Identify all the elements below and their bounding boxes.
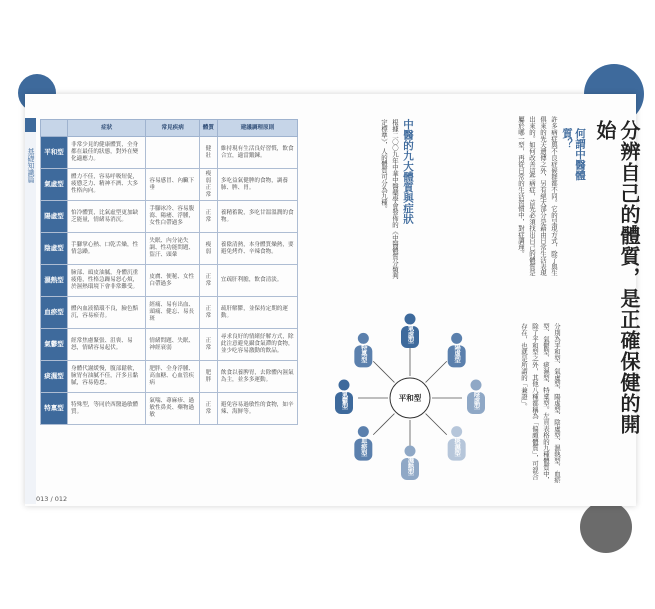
person-icon	[358, 426, 369, 437]
body-cell: 瘦弱正常	[199, 169, 217, 201]
paragraph: 許多病症與不良症候群都不同。它的呈現方式，除了與生俱來的先天遺傳之外，另有絕大部分是藉由日常生活表現出來的。如何改善這些病症，首先必須找出自己的體質是屬於哪一型，再從日常的生活習慣中，對症調理。	[517, 116, 558, 276]
body-cell: 瘦弱	[199, 233, 217, 265]
table-row	[41, 329, 298, 361]
advice-cell: 養精蓄銳，多吃甘溫溫潤的食物。	[217, 201, 297, 233]
type-cell: 特稟型	[41, 393, 68, 425]
diagram-connector	[373, 361, 394, 382]
diagram-node	[354, 333, 372, 368]
advice-cell: 宜疏肝利膽，飲食清淡。	[217, 265, 297, 297]
symptom-cell: 怕冷體質，比氣虛型更加缺乏能量，情緒易消沉。	[68, 201, 146, 233]
advice-cell: 維持現有生活良好習慣，飲食合宜，適當鍛鍊。	[217, 137, 297, 169]
symptom-cell: 臉部、頭皮油膩，身體沉重疲倦，性格急躁易怒心煩，於濕熱環境下會非常難受。	[68, 265, 146, 297]
diagram-node-label: 濕熱型	[406, 456, 414, 476]
table-row	[41, 297, 298, 329]
person-icon	[471, 380, 482, 391]
table-row	[41, 233, 298, 265]
diagram-node-label: 氣虛型	[406, 324, 414, 344]
diagram-connector	[426, 414, 447, 435]
diagram-connector	[426, 361, 447, 382]
table-header: 體質	[199, 120, 217, 137]
table-row	[41, 361, 298, 393]
disease-cell: 皮膚、便秘、女性白帶過多	[146, 265, 200, 297]
diagram-node	[335, 380, 353, 415]
table-row	[41, 169, 298, 201]
symptom-cell: 特殊型，等同於西醫過敏體質。	[68, 393, 146, 425]
type-cell: 氣鬱型	[41, 329, 68, 361]
advice-cell: 尋求良好的情緒紓解方式，除此注意避免攝食氣滯的食物，並少吃容易激動的飲品。	[217, 329, 297, 361]
diagram-connector	[373, 414, 394, 435]
symptom-cell: 身體代謝緩慢，腹部鬆軟，臉胃有油膩不佳，汗多且黏膩，容易倦怠。	[68, 361, 146, 393]
decorative-circle	[580, 501, 632, 553]
body-cell: 正常	[199, 393, 217, 425]
table-row	[41, 393, 298, 425]
page-number: 013 / 012	[36, 495, 68, 503]
table-header: 症狀	[68, 120, 146, 137]
body-cell: 健壯	[199, 137, 217, 169]
chapter-tab	[25, 118, 36, 132]
type-cell: 痰濕型	[41, 361, 68, 393]
disease-cell: 手腳冰冷、容易腹瀉、陽痿、浮腫，女性白帶過多	[146, 201, 200, 233]
disease-cell: 肥胖、全身浮腫、高血糖、心血管疾病	[146, 361, 200, 393]
person-icon	[405, 446, 416, 457]
side-label: 基礎知識篇	[27, 148, 35, 183]
advice-cell: 飲食以養脾胃，去除體內濕氣為主，並多多運動。	[217, 361, 297, 393]
table-row	[41, 201, 298, 233]
diagram-node	[448, 426, 466, 461]
disease-cell: 經痛、易有出血、頭痛、健忘、易長斑	[146, 297, 200, 329]
person-icon	[339, 380, 350, 391]
section-heading: 何謂中醫體質？	[561, 128, 586, 181]
disease-cell	[146, 137, 200, 169]
advice-cell: 養陰清熱，本身體質燥熱，要避免烤炸、辛辣食物。	[217, 233, 297, 265]
disease-cell: 氣喘、蕁麻疹、過敏性鼻炎、藥物過敏	[146, 393, 200, 425]
table-row	[41, 137, 298, 169]
type-cell: 平和型	[41, 137, 68, 169]
disease-cell: 情緒問題、失眠、神經衰弱	[146, 329, 200, 361]
diagram-node-label: 陽虛型	[453, 343, 461, 363]
table-header-row	[41, 120, 298, 137]
type-cell: 氣虛型	[41, 169, 68, 201]
type-cell: 血瘀型	[41, 297, 68, 329]
table-header	[41, 120, 68, 137]
page-title: 分辨自己的體質，是正確保健的開始	[593, 120, 641, 435]
person-icon	[358, 333, 369, 344]
advice-cell: 疏肝解鬱，並保持定期的運動。	[217, 297, 297, 329]
type-cell: 陰虛型	[41, 233, 68, 265]
body-cell: 正常	[199, 201, 217, 233]
diagram-node-label: 氣鬱型	[340, 390, 348, 410]
symptom-cell: 非常少見的健康體質，全身都在最佳的狀態，對外在變化適應力。	[68, 137, 146, 169]
advice-cell: 避免容易過敏性的食物，如辛辣、海鮮等。	[217, 393, 297, 425]
body-cell: 正常	[199, 297, 217, 329]
diagram-node-label: 陰虛型	[472, 390, 480, 410]
person-icon	[451, 333, 462, 344]
table-row	[41, 265, 298, 297]
table-header: 建議調理原則	[217, 120, 297, 137]
body-cell: 正常	[199, 265, 217, 297]
paragraph: 根據二〇〇九年中華中醫藥學會發佈的《中醫體質分類判定標準》，人的體質可分為九種。	[380, 119, 399, 279]
type-cell: 濕熱型	[41, 265, 68, 297]
symptom-cell: 經常焦慮緊張、沮喪、易怒，情緒容易起伏。	[68, 329, 146, 361]
symptom-cell: 體力不佳，容易呼吸短促，疲憊乏力、精神不濟、大多性格內向。	[68, 169, 146, 201]
body-type-diagram	[318, 310, 502, 490]
body-cell: 正常	[199, 329, 217, 361]
diagram-node	[467, 380, 485, 415]
type-cell: 陽虛型	[41, 201, 68, 233]
advice-cell: 多吃益氣健脾的食物，調養肺、脾、胃。	[217, 169, 297, 201]
diagram-node	[401, 314, 419, 349]
diagram-node	[448, 333, 466, 368]
paragraph: 分別為平和型、氣虛型、陽虛型、陰虛型、濕熱型、血瘀型、氣鬱型、痰濕型、特稟型。左頁表格的九種體質中，除了平和型之外，其他八種都稱為「偏頗體質」，可混合存在，也就是所謂的「兼證」。	[520, 323, 561, 483]
body-type-table	[40, 119, 298, 425]
diagram-node-label: 血瘀型	[359, 437, 367, 457]
diagram-node	[401, 446, 419, 481]
section-heading: 中醫的九大體質與症狀	[402, 119, 414, 224]
symptom-cell: 體內血液循環不良，臉色黯沉，容易瘀青。	[68, 297, 146, 329]
diagram-node	[354, 426, 372, 461]
disease-cell: 失眠、內分泌失調、性功能問題、盜汗、頭暈	[146, 233, 200, 265]
person-icon	[451, 426, 462, 437]
disease-cell: 容易感冒、內臟下垂	[146, 169, 200, 201]
table-header: 常見疾病	[146, 120, 200, 137]
diagram-node-label: 特稟型	[359, 343, 367, 363]
diagram-center-label: 平和型	[398, 393, 422, 403]
diagram-node-label: 痰濕型	[453, 437, 461, 457]
symptom-cell: 手腳掌心熱、口乾舌燥，性情急躁。	[68, 233, 146, 265]
body-cell: 肥胖	[199, 361, 217, 393]
person-icon	[405, 314, 416, 325]
